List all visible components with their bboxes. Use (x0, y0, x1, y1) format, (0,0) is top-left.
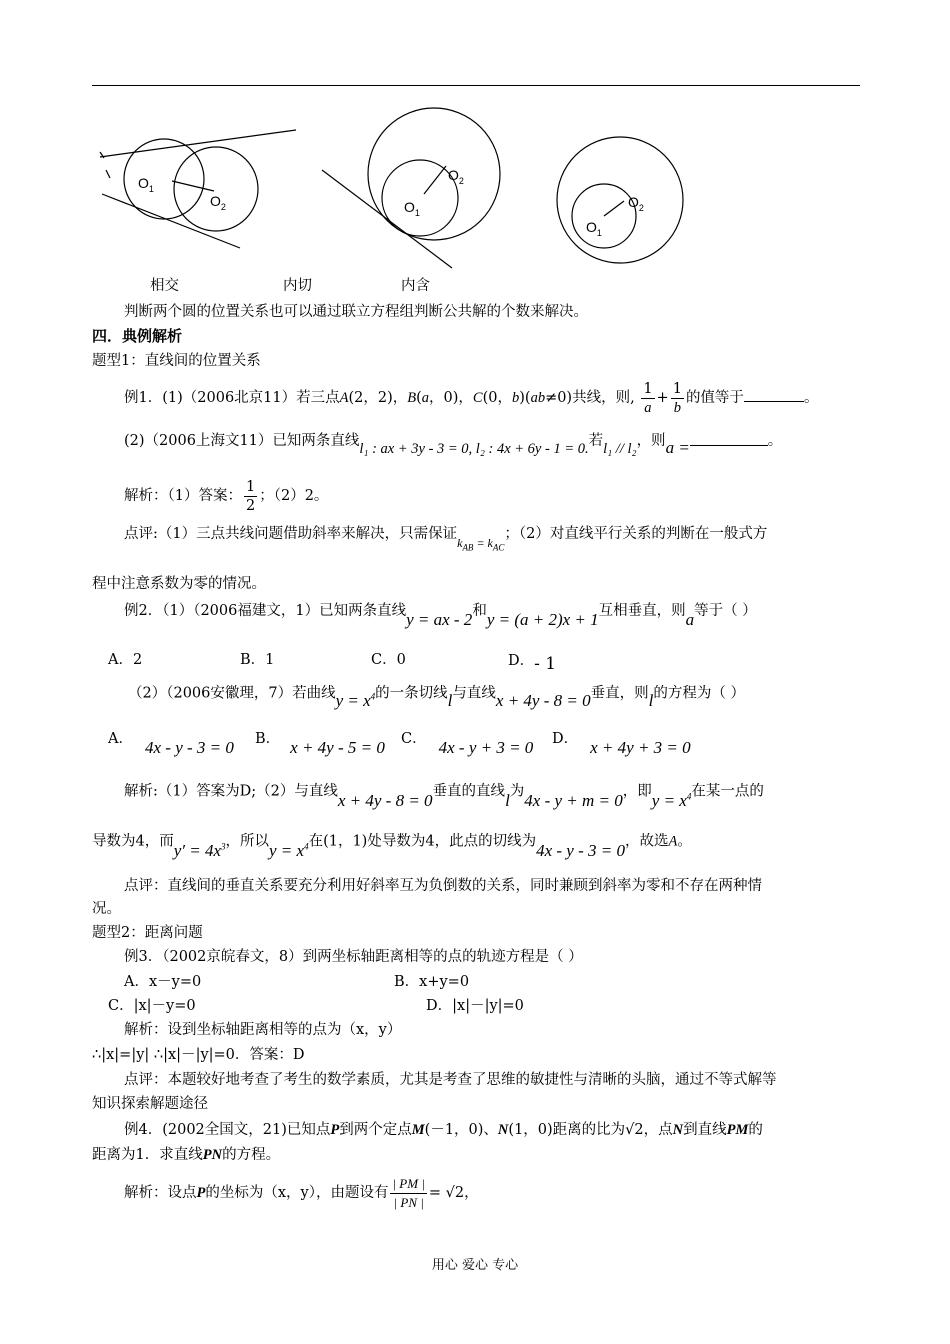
comment-2-cont: 况。 (92, 901, 121, 917)
comment-2: 点评：直线间的垂直关系要充分利用好斜率互为负倒数的关系，同时兼顾到斜率为零和不存在两种情 (124, 878, 762, 894)
answer-3-cont: ∴|x|=|y| ∴|x|－|y|=0．答案：D (92, 1047, 305, 1063)
ex2-2-option-c: C． 4x - y + 3 = 0 (401, 731, 534, 757)
ex3-option-d: D．|x|－|y|=0 (426, 998, 524, 1014)
example-4: 例4．(2002全国文，21)已知点P到两个定点M(－1，0)、N(1，0)距离的比为√2，点N到直线PM的 (124, 1122, 763, 1138)
comment-1: 点评:（1）三点共线问题借助斜率来解决，只需保证$_{k_{AB} = k_{AC}}$；（2）对直线平行关系的判断在一般式方 (124, 526, 768, 553)
comment-3-cont: 知识探索解题途径 (92, 1096, 208, 1112)
paragraph-1: 判断两个圆的位置关系也可以通过联立方程组判断公共解的个数来解决。 (124, 304, 588, 320)
svg-text:O2: $O_2$ (210, 193, 226, 212)
example-4-cont: 距离为1．求直线PN的方程。 (92, 1147, 281, 1163)
example-3: 例3．（2002京皖春文，8）到两坐标轴距离相等的点的轨迹方程是（ ） (124, 949, 583, 965)
comment-1-cont: 程中注意系数为零的情况。 (92, 576, 266, 592)
ex2-option-a: A．2 (108, 652, 143, 668)
fig1-o1: O (138, 175, 149, 191)
ex2-option-c: C．0 (371, 652, 406, 668)
ex2-option-d: D．- 1 (508, 653, 557, 674)
svg-text:O2: $O_2$ (448, 167, 464, 186)
ex2-option-b: B．1 (240, 652, 275, 668)
answer-2-cont: 导数为4，而$y' = 4x^3$，所以$y = x^4$在(1，1)处导数为4，此点的切线为4x - y - 3 = 0，故选A。 (92, 833, 692, 860)
caption-contain: 内含 (401, 278, 430, 294)
svg-text:O1: $O_1$ (404, 199, 420, 218)
svg-text:O1: $O_1$ (138, 175, 154, 194)
header-rule (92, 85, 860, 86)
example-2-2-line: （2）（2006安徽理，7）若曲线$y = x^4$的一条切线l与直线x + 4y - 8 = 0垂直，则l的方程为（ ） (128, 685, 745, 710)
type1-heading: 题型1：直线间的位置关系 (92, 353, 261, 369)
type2-heading: 题型2：距离问题 (92, 925, 203, 941)
ex3-option-c: C．|x|－y=0 (108, 998, 196, 1014)
comment-3: 点评：本题较好地考查了考生的数学素质，尤其是考查了思维的敏捷性与清晰的头脑，通过不等式解等 (124, 1072, 777, 1088)
example-1-2-line: (2)（2006上海文11）已知两条直线l₁ : ax + 3y - 3 = 0, l₂ : 4x + 6y - 1 = 0.若l₁ // l₂，则a = 。 (124, 433, 783, 457)
answer-1: 解析：（1）答案： $\frac{1}{2}$ ；（2）2。 (124, 478, 329, 514)
ex2-2-option-a: A． 4x - y - 3 = 0 (108, 731, 234, 757)
ex2-2-option-b: B． x + 4y - 5 = 0 (255, 731, 385, 757)
caption-intersect: 相交 (150, 278, 179, 294)
answer-blank-2 (690, 437, 768, 446)
example-2-line: 例2．（1）（2006福建文，1）已知两条直线y = ax - 2和y = (a + 2)x + 1互相垂直，则a等于（ ） (124, 603, 757, 629)
circle-figures (92, 90, 712, 275)
answer-blank-1 (744, 387, 804, 402)
answer-4: 解析：设点P的坐标为（x，y），由题设有 $\frac{| PM |}{| PN |}$ = √2， (124, 1175, 479, 1210)
section-heading: 四．典例解析 (92, 327, 183, 345)
caption-tangent: 内切 (283, 278, 312, 294)
page-footer: 用心 爱心 专心 (431, 1258, 519, 1273)
answer-2: 解析:（1）答案为D;（2）与直线x + 4y - 8 = 0垂直的直线l为4x - y + m = 0，即$y = x^4$在某一点的 (124, 783, 764, 810)
ex3-option-a: A．x－y=0 (124, 974, 202, 990)
answer-3: 解析：设到坐标轴距离相等的点为（x，y） (124, 1022, 402, 1038)
ex3-option-b: B．x+y=0 (394, 974, 470, 990)
svg-text:O2: $O_2$ (628, 194, 644, 213)
example-1-line: 例1．(1)（2006北京11）若三点A(2，2)，B(a，0)，C(0，b)(ab≠0)共线，则, $\frac{1}{a}$ + $\frac{1}{b}$ 的值等于 。 (124, 380, 819, 416)
ex2-2-option-d: D． x + 4y + 3 = 0 (552, 731, 691, 757)
svg-text:O1: $O_1$ (586, 219, 602, 238)
